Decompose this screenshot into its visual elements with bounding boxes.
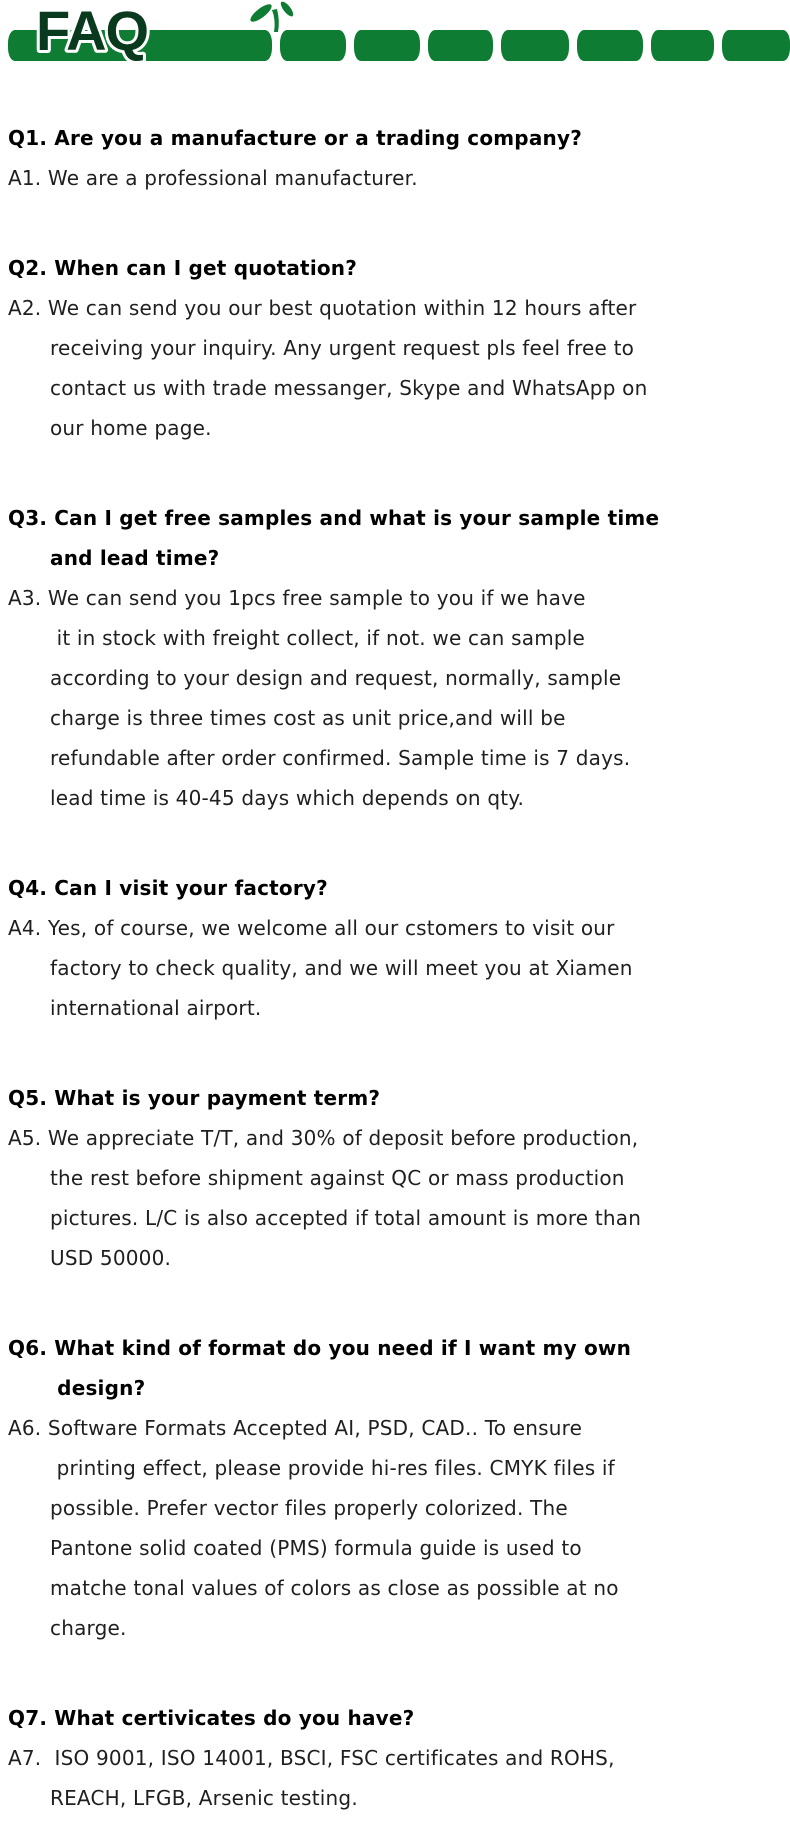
faq-answer-line: the rest before shipment against QC or mass production <box>50 1166 625 1190</box>
faq-question-line: Q5. What is your payment term? <box>8 1086 381 1110</box>
faq-answer-line: REACH, LFGB, Arsenic testing. <box>50 1786 358 1810</box>
faq-answer-line: A1. We are a professional manufacturer. <box>8 166 418 190</box>
faq-item <box>8 1328 782 1648</box>
faq-answer-line: A3. We can send you 1pcs free sample to you if we have <box>8 586 586 610</box>
faq-answer <box>8 908 782 1028</box>
faq-answer-line: contact us with trade messanger, Skype and WhatsApp on <box>50 376 648 400</box>
faq-answer-line: USD 50000. <box>50 1246 172 1270</box>
faq-answer-line: A4. Yes, of course, we welcome all our cstomers to visit our <box>8 916 615 940</box>
faq-item <box>8 868 782 1028</box>
faq-question-line: design? <box>50 1376 146 1400</box>
faq-answer-line: it in stock with freight collect, if not. we can sample <box>50 626 586 650</box>
faq-title: FAQ <box>36 0 149 62</box>
faq-question <box>8 868 782 908</box>
faq-banner <box>0 0 790 64</box>
faq-answer-line: our home page. <box>50 416 212 440</box>
faq-question-line: Q2. When can I get quotation? <box>8 256 358 280</box>
faq-answer <box>8 158 782 198</box>
faq-question <box>8 1698 782 1738</box>
faq-answer-line: printing effect, please provide hi-res files. CMYK files if <box>50 1456 615 1480</box>
faq-question-line: Q6. What kind of format do you need if I want my own <box>8 1336 632 1360</box>
faq-question <box>8 498 782 578</box>
faq-question <box>8 118 782 158</box>
faq-item <box>8 118 782 198</box>
faq-question-line: Q3. Can I get free samples and what is your sample time <box>8 506 660 530</box>
faq-answer-line: according to your design and request, normally, sample <box>50 666 622 690</box>
faq-answer <box>8 578 782 818</box>
faq-question-line: Q4. Can I visit your factory? <box>8 876 328 900</box>
faq-item <box>8 248 782 448</box>
faq-answer-line: charge. <box>50 1616 127 1640</box>
faq-answer-line: A5. We appreciate T/T, and 30% of deposit before production, <box>8 1126 639 1150</box>
faq-answer-line: lead time is 40-45 days which depends on qty. <box>50 786 524 810</box>
faq-item <box>8 1078 782 1278</box>
bamboo-leaf-icon <box>248 0 295 32</box>
faq-answer <box>8 1738 782 1818</box>
faq-answer-line: Pantone solid coated (PMS) formula guide is used to <box>50 1536 582 1560</box>
faq-answer-line: pictures. L/C is also accepted if total amount is more than <box>50 1206 642 1230</box>
faq-question-line: Q7. What certivicates do you have? <box>8 1706 415 1730</box>
faq-question <box>8 1328 782 1408</box>
faq-answer-line: A7. ISO 9001, ISO 14001, BSCI, FSC certificates and ROHS, <box>8 1746 615 1770</box>
faq-answer-line: possible. Prefer vector files properly colorized. The <box>50 1496 568 1520</box>
faq-question <box>8 248 782 288</box>
faq-answer <box>8 288 782 448</box>
faq-answer-line: factory to check quality, and we will meet you at Xiamen <box>50 956 633 980</box>
faq-answer-line: A2. We can send you our best quotation within 12 hours after <box>8 296 637 320</box>
faq-answer <box>8 1408 782 1648</box>
faq-answer-line: receiving your inquiry. Any urgent request pls feel free to <box>50 336 635 360</box>
faq-answer-line: refundable after order confirmed. Sample time is 7 days. <box>50 746 631 770</box>
faq-answer-line: matche tonal values of colors as close as possible at no <box>50 1576 619 1600</box>
faq-answer-line: charge is three times cost as unit price,and will be <box>50 706 566 730</box>
faq-question <box>8 1078 782 1118</box>
faq-item <box>8 498 782 818</box>
faq-list <box>0 64 790 1838</box>
faq-answer-line: international airport. <box>50 996 262 1020</box>
faq-answer-line: A6. Software Formats Accepted AI, PSD, CAD.. To ensure <box>8 1416 583 1440</box>
faq-answer <box>8 1118 782 1278</box>
faq-question-line: and lead time? <box>50 546 220 570</box>
faq-item <box>8 1698 782 1818</box>
faq-question-line: Q1. Are you a manufacture or a trading company? <box>8 126 582 150</box>
